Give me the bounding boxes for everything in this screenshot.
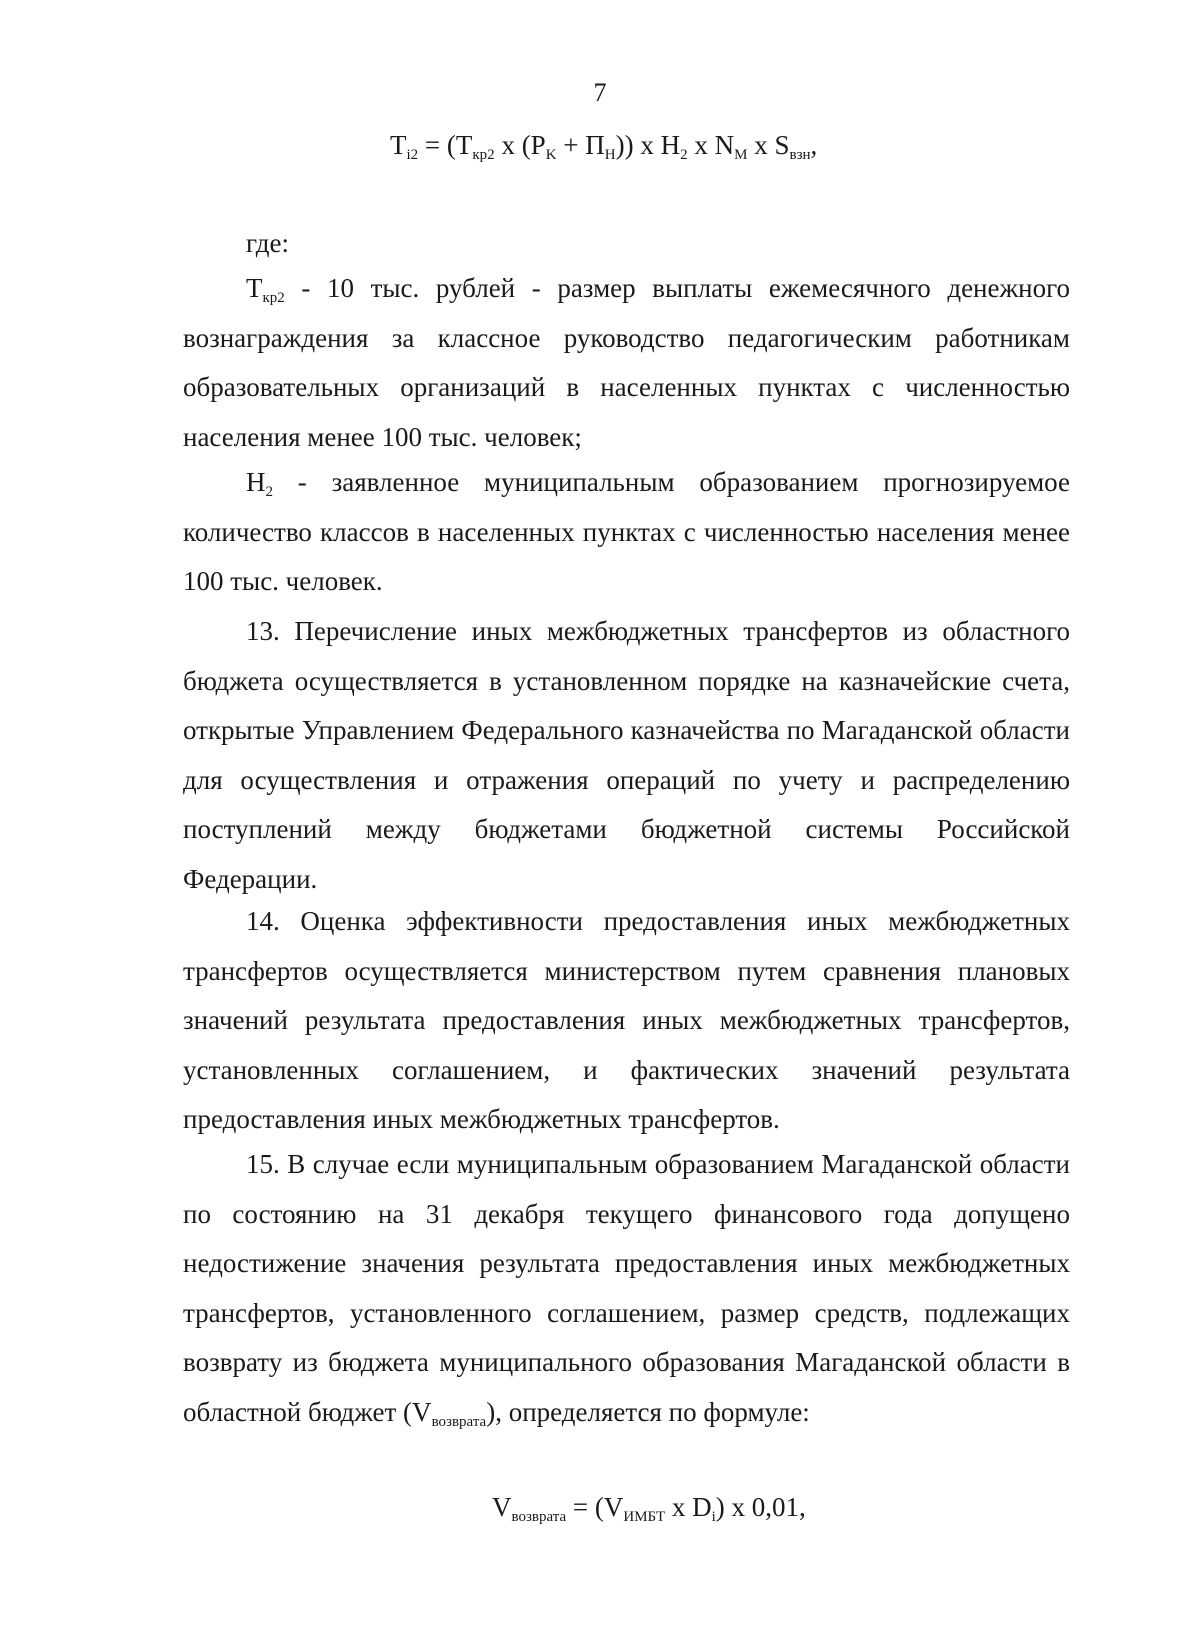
formula-term: x (P — [494, 130, 546, 160]
definition-text: - 10 тыс. рублей - размер выплаты ежемесячного денежного вознаграждения за классное руководство педагогическим работникам образовательных организаций в населенных пунктах с численностью населения менее 100 тыс. человек; — [183, 273, 1070, 452]
formula-subscript: Н — [604, 147, 616, 163]
symbol-subscript: возврата — [431, 1413, 487, 1430]
formula-term: ) x 0,01, — [715, 1492, 806, 1522]
definition-text: - заявленное муниципальным образованием прогнозируемое количество классов в населенных пунктах с численностью населения менее 100 тыс. человек. — [183, 467, 1070, 596]
symbol-subscript: кр2 — [262, 290, 285, 306]
formula-ti2 — [390, 130, 817, 161]
paragraph-15 — [183, 1140, 1070, 1437]
paragraph-text-tail: ), определяется по формуле: — [486, 1396, 810, 1427]
definition-tkr2 — [183, 264, 1070, 462]
page-number: 7 — [593, 78, 607, 107]
formula-subscript: i2 — [406, 147, 419, 163]
formula-term: x S — [747, 130, 790, 160]
formula-subscript: i — [711, 1509, 716, 1525]
formula-term: x D — [665, 1492, 712, 1522]
paragraph-13: 13. Перечисление иных межбюджетных трансфертов из областного бюджета осуществляется в установленном порядке на казначейские счета, открытые Управлением Федерального казначейства по Магаданской области для осуществления и отражения операций по учету и распределению поступлений между бюджетами бюджетной системы Российской Федерации. — [183, 616, 1070, 894]
formula-term: , — [810, 130, 818, 160]
formula-subscript: взн — [789, 147, 811, 163]
formula-term: T — [390, 130, 407, 160]
formula-term: = (T — [418, 130, 473, 160]
formula-term: V — [492, 1492, 512, 1522]
formula-subscript: K — [545, 147, 557, 163]
where-label: где: — [246, 228, 289, 258]
formula-term: )) x H — [615, 130, 681, 160]
formula-subscript: кр2 — [472, 147, 495, 163]
symbol: T — [246, 273, 263, 303]
formula-term: x N — [687, 130, 735, 160]
formula-v-vozvrata — [492, 1492, 806, 1523]
symbol-subscript: 2 — [265, 484, 273, 500]
formula-subscript: M — [734, 147, 748, 163]
paragraph-text: 15. В случае если муниципальным образованием Магаданской области по состоянию на 31 декабря текущего финансового года допущено недостижение значения результата предоставления иных межбюджетных трансфертов, установленного соглашением, размер средств, подлежащих возврату из бюджета муниципального образования Магаданской области в областной бюджет (V — [183, 1149, 1070, 1427]
formula-subscript: 2 — [680, 147, 688, 163]
formula-term: + П — [556, 130, 605, 160]
symbol: H — [246, 467, 266, 497]
paragraph-14: 14. Оценка эффективности предоставления иных межбюджетных трансфертов осуществляется министерством путем сравнения плановых значений результата предоставления иных межбюджетных трансфертов, установленных соглашением, и фактических значений результата предоставления иных межбюджетных трансфертов. — [183, 906, 1070, 1134]
formula-term: = (V — [566, 1492, 624, 1522]
definition-h2 — [183, 458, 1070, 607]
formula-subscript: возврата — [511, 1509, 567, 1525]
formula-subscript: ИМБТ — [623, 1509, 666, 1525]
